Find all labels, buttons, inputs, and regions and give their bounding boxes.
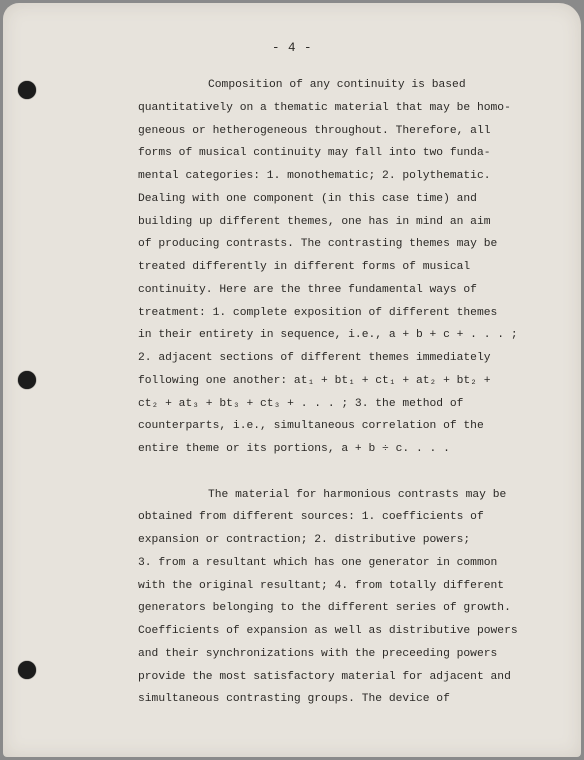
text-line: treatment: 1. complete exposition of different themes	[138, 306, 498, 319]
binder-hole-top	[18, 81, 36, 99]
text-line: building up different themes, one has in mind an aim	[138, 215, 491, 228]
binder-hole-bottom	[18, 661, 36, 679]
text-line: forms of musical continuity may fall into two funda-	[138, 147, 491, 160]
paragraph-1	[138, 74, 558, 461]
text-line: with the original resultant; 4. from totally different	[138, 579, 505, 592]
text-line: in their entirety in sequence, i.e., a + b + c + . . . ;	[138, 329, 518, 342]
text-line: counterparts, i.e., simultaneous correlation of the	[138, 420, 484, 433]
body-text	[138, 74, 558, 711]
text-line: Coefficients of expansion as well as distributive powers	[138, 625, 518, 637]
page-number: - 4 -	[271, 41, 312, 55]
text-line: treated differently in different forms of musical	[138, 261, 471, 273]
text-line: simultaneous contrasting groups. The device of	[138, 693, 450, 706]
text-line: provide the most satisfactory material for adjacent and	[138, 670, 511, 683]
document-page	[3, 3, 581, 757]
text-line: geneous or hetherogeneous throughout. Therefore, all	[138, 124, 491, 137]
text-line: expansion or contraction; 2. distributive powers;	[138, 534, 471, 546]
text-line: generators belonging to the different series of growth.	[138, 602, 511, 615]
text-line: Dealing with one component (in this case time) and	[138, 192, 477, 205]
text-line: Composition of any continuity is based	[208, 79, 466, 91]
text-line: of producing contrasts. The contrasting themes may be	[138, 238, 498, 251]
text-line: following one another: at₁ + bt₁ + ct₁ + at₂ + bt₂ +	[138, 374, 491, 387]
text-line: entire theme or its portions, a + b ÷ c. . . .	[138, 443, 450, 455]
text-line: obtained from different sources: 1. coefficients of	[138, 511, 484, 524]
text-line: ct₂ + at₃ + bt₃ + ct₃ + . . . ; 3. the method of	[138, 397, 464, 410]
text-line: quantitatively on a thematic material that may be homo-	[138, 101, 511, 114]
text-line: mental categories: 1. monothematic; 2. polythematic.	[138, 170, 491, 182]
text-line: 3. from a resultant which has one generator in common	[138, 556, 498, 569]
paragraph-2	[138, 484, 558, 712]
text-line: The material for harmonious contrasts may be	[208, 488, 507, 501]
binder-hole-middle	[18, 371, 36, 389]
text-line: and their synchronizations with the preceeding powers	[138, 647, 498, 660]
text-line: continuity. Here are the three fundamental ways of	[138, 283, 477, 296]
paragraph-gap	[138, 461, 558, 484]
text-line: 2. adjacent sections of different themes immediately	[138, 352, 491, 364]
